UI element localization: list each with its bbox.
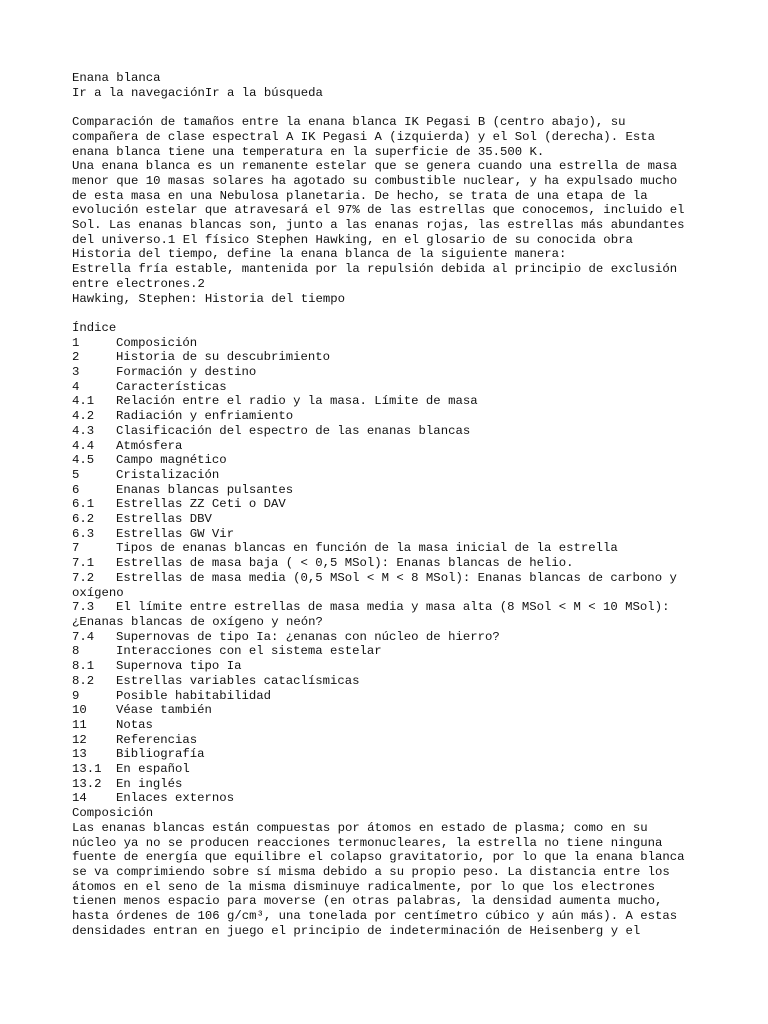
toc-item[interactable]	[72, 350, 712, 365]
toc-item[interactable]	[72, 527, 712, 542]
intro-line: Comparación de tamaños entre la enana blanca IK Pegasi B (centro abajo), su	[72, 115, 626, 130]
table-of-contents	[72, 336, 712, 807]
toc-item-label[interactable]: En español	[116, 762, 190, 777]
section-body-composicion	[72, 821, 712, 939]
toc-item[interactable]	[72, 674, 712, 689]
intro-line: entre electrones.2	[72, 276, 205, 291]
intro-line: de esta masa en una Nebulosa planetaria. De hecho, se trata de una etapa de la	[72, 188, 648, 203]
document-body	[72, 71, 712, 938]
toc-item[interactable]	[72, 689, 712, 704]
toc-item-label[interactable]: Enlaces externos	[116, 791, 235, 806]
toc-item[interactable]	[72, 659, 712, 674]
toc-item[interactable]	[72, 630, 712, 645]
toc-item-label[interactable]: Véase también	[116, 703, 212, 718]
toc-item-label[interactable]: Tipos de enanas blancas en función de la masa inicial de la estrella	[116, 541, 618, 556]
toc-item-label[interactable]: Clasificación del espectro de las enanas blancas	[116, 423, 471, 438]
toc-item-label[interactable]: Supernovas de tipo Ia: ¿enanas con núcleo de hierro?	[116, 629, 500, 644]
toc-item-label[interactable]: Notas	[116, 717, 153, 732]
toc-item-label[interactable]: Relación entre el radio y la masa. Límite de masa	[116, 394, 478, 409]
toc-item[interactable]	[72, 541, 712, 556]
intro-line: Historia del tiempo, define la enana blanca de la siguiente manera:	[72, 247, 567, 262]
toc-item-number: 13	[72, 747, 87, 762]
toc-item-number: 9	[72, 688, 80, 703]
toc-item-label[interactable]: Estrellas DBV	[116, 512, 212, 527]
toc-item-number: 4.3	[72, 423, 95, 438]
toc-item-number: 4.5	[72, 453, 95, 468]
toc-item-number: 3	[72, 365, 80, 380]
toc-item[interactable]	[72, 600, 712, 615]
toc-item-label[interactable]: En inglés	[116, 776, 183, 791]
toc-item-number: 8.2	[72, 673, 95, 688]
toc-item[interactable]	[72, 791, 712, 806]
section-line: núcleo ya no se producen reacciones termonucleares, la estrella no tiene ninguna	[72, 835, 663, 850]
toc-item-label[interactable]: El límite entre estrellas de masa media y masa alta (8 MSol < M < 10 MSol):	[116, 600, 670, 615]
toc-item[interactable]	[72, 483, 712, 498]
toc-item-label[interactable]: Estrellas de masa media (0,5 MSol < M < 8 MSol): Enanas blancas de carbono y	[116, 570, 677, 585]
toc-item-label[interactable]: Estrellas variables cataclísmicas	[116, 673, 360, 688]
toc-item[interactable]	[72, 409, 712, 424]
toc-item-number: 2	[72, 350, 80, 365]
toc-item[interactable]	[72, 336, 712, 351]
toc-item-label[interactable]: Campo magnético	[116, 453, 227, 468]
toc-item-label[interactable]: Estrellas ZZ Ceti o DAV	[116, 497, 286, 512]
toc-item[interactable]	[72, 468, 712, 483]
toc-item-label[interactable]: Formación y destino	[116, 365, 257, 380]
toc-item-number: 6	[72, 482, 80, 497]
toc-item[interactable]	[72, 497, 712, 512]
toc-item[interactable]	[72, 424, 712, 439]
section-heading-composicion: Composición	[72, 806, 154, 821]
toc-item-label[interactable]: Estrellas de masa baja ( < 0,5 MSol): Enanas blancas de helio.	[116, 556, 574, 571]
toc-item-number: 4.2	[72, 409, 95, 424]
toc-item[interactable]	[72, 571, 712, 586]
toc-item-number: 7.2	[72, 570, 95, 585]
page-title: Enana blanca	[72, 71, 161, 85]
skip-navigation-links[interactable]: Ir a la navegaciónIr a la búsqueda	[72, 85, 323, 100]
toc-item-number: 6.2	[72, 512, 95, 527]
toc-item-label[interactable]: Enanas blancas pulsantes	[116, 482, 294, 497]
toc-item[interactable]	[72, 718, 712, 733]
toc-item-number: 7	[72, 541, 80, 556]
toc-item-number: 7.1	[72, 556, 95, 571]
toc-item[interactable]	[72, 439, 712, 454]
toc-item[interactable]	[72, 762, 712, 777]
toc-item-number: 6.3	[72, 526, 95, 541]
intro-line: Estrella fría estable, mantenida por la repulsión debida al principio de exclusión	[72, 262, 678, 277]
intro-line: del universo.1 El físico Stephen Hawking, en el glosario de su conocida obra	[72, 232, 633, 247]
section-line: Las enanas blancas están compuestas por átomos en estado de plasma; como en su	[72, 820, 648, 835]
toc-item-number: 4	[72, 379, 80, 394]
intro-line: Sol. Las enanas blancas son, junto a las enanas rojas, las estrellas más abundantes	[72, 218, 685, 233]
section-line: tienen menos espacio para moverse (en otras palabras, la densidad aumenta mucho,	[72, 894, 663, 909]
intro-line: Hawking, Stephen: Historia del tiempo	[72, 291, 346, 306]
toc-item-number: 8.1	[72, 659, 95, 674]
toc-item-number: 11	[72, 717, 87, 732]
toc-item-number: 10	[72, 703, 87, 718]
intro-line: evolución estelar que atravesará el 97% de las estrellas que conocemos, incluido el	[72, 203, 685, 218]
toc-item-label[interactable]: Historia de su descubrimiento	[116, 350, 331, 365]
toc-item-number: 1	[72, 335, 80, 350]
toc-item[interactable]	[72, 394, 712, 409]
toc-item-label[interactable]: Posible habitabilidad	[116, 688, 271, 703]
section-line: átomos en el seno de la misma disminuye radicalmente, por lo que los electrones	[72, 879, 655, 894]
intro-line: menor que 10 masas solares ha agotado su combustible nuclear, y ha expulsado mucho	[72, 173, 678, 188]
toc-item-label[interactable]: Cristalización	[116, 467, 220, 482]
toc-item-label-continuation[interactable]: ¿Enanas blancas de oxígeno y neón?	[72, 614, 323, 629]
toc-heading: Índice	[72, 320, 117, 335]
intro-line: Una enana blanca es un remanente estelar que se genera cuando una estrella de masa	[72, 159, 678, 174]
toc-item[interactable]	[72, 777, 712, 792]
toc-item-number: 13.1	[72, 762, 102, 777]
section-line: hasta órdenes de 106 g/cm³, una tonelada por centímetro cúbico y aún más). A estas	[72, 909, 678, 924]
toc-item[interactable]	[72, 365, 712, 380]
section-line: se va comprimiendo sobre sí misma debido a su propio peso. La distancia entre los	[72, 864, 670, 879]
toc-item[interactable]	[72, 512, 712, 527]
toc-item-label[interactable]: Bibliografía	[116, 747, 205, 762]
toc-item[interactable]	[72, 733, 712, 748]
toc-item-label[interactable]: Características	[116, 379, 227, 394]
toc-item-label[interactable]: Supernova tipo Ia	[116, 659, 242, 674]
toc-item-label[interactable]: Referencias	[116, 732, 198, 747]
toc-item-number: 6.1	[72, 497, 95, 512]
toc-item-label[interactable]: Composición	[116, 335, 198, 350]
toc-item-number: 13.2	[72, 776, 102, 791]
section-line: fuente de energía que equilibre el colapso gravitatorio, por lo que la enana blanca	[72, 850, 685, 865]
toc-item[interactable]	[72, 453, 712, 468]
toc-item[interactable]	[72, 703, 712, 718]
toc-item-label[interactable]: Estrellas GW Vir	[116, 526, 235, 541]
toc-item-label[interactable]: Radiación y enfriamiento	[116, 409, 294, 424]
toc-item-number: 5	[72, 467, 80, 482]
toc-item[interactable]	[72, 644, 712, 659]
spacer	[72, 306, 712, 321]
toc-item-number: 14	[72, 791, 87, 806]
toc-item-label[interactable]: Atmósfera	[116, 438, 183, 453]
toc-item[interactable]	[72, 747, 712, 762]
spacer	[72, 100, 712, 115]
intro-paragraph	[72, 115, 712, 306]
toc-item-number: 7.4	[72, 629, 95, 644]
toc-item-number: 4.1	[72, 394, 95, 409]
toc-item-label[interactable]: Interacciones con el sistema estelar	[116, 644, 382, 659]
toc-item[interactable]	[72, 380, 712, 395]
toc-item-label-continuation[interactable]: oxígeno	[72, 585, 124, 600]
section-line: densidades entran en juego el principio de indeterminación de Heisenberg y el	[72, 923, 641, 938]
toc-item-number: 8	[72, 644, 80, 659]
toc-item[interactable]	[72, 556, 712, 571]
toc-item-number: 12	[72, 732, 87, 747]
intro-line: enana blanca tiene una temperatura en la superficie de 35.500 K.	[72, 144, 545, 159]
intro-line: compañera de clase espectral A IK Pegasi A (izquierda) y el Sol (derecha). Esta	[72, 129, 655, 144]
toc-item-number: 4.4	[72, 438, 95, 453]
toc-item-number: 7.3	[72, 600, 95, 615]
